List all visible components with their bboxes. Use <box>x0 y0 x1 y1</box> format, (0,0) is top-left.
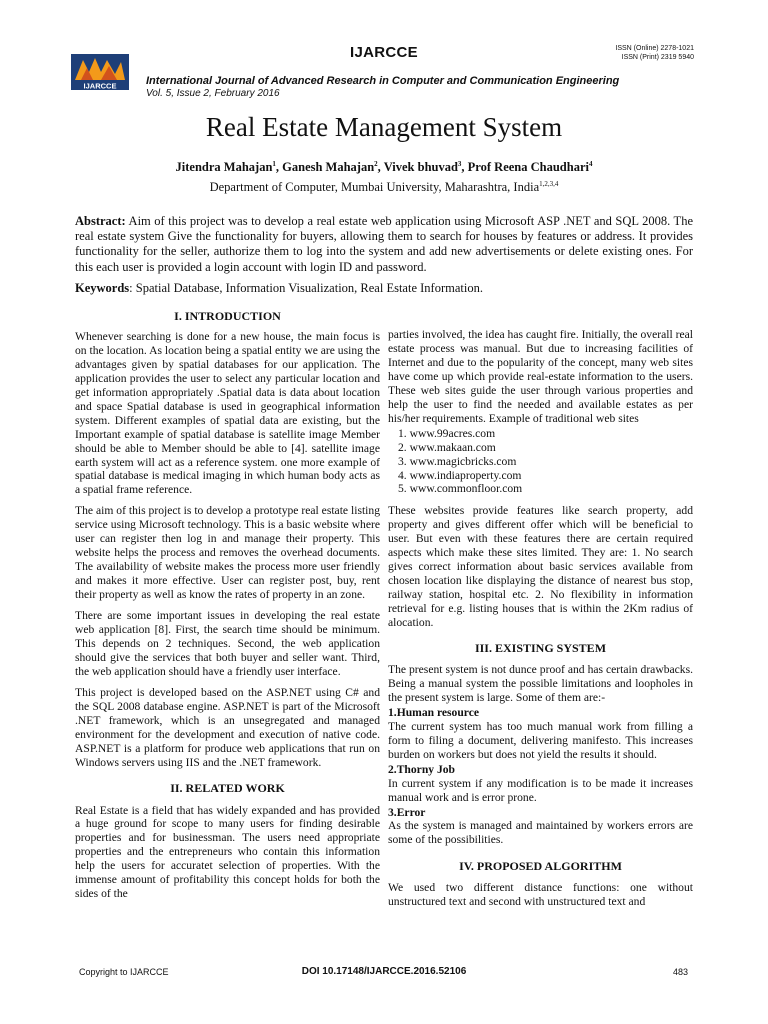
related-paragraph-3: These websites provide features like search property, add property and gives different offer which will be beneficial to user. But even with these features there are certain required aspects which make these sites limited. They are: 1. No search gives correct information about basic services available from chosen location like displaying the distance of nearest bus stop, railway station, hospital etc. 2. No flexibility in information retrieval for e.g. listing houses that is within the 2Km radius of alocation. <box>388 504 693 630</box>
website-list <box>388 427 693 497</box>
related-paragraph-1: Real Estate is a field that has widely expanded and has provided a huge ground for scope to many users for finding desirable properties and for businessman. The users need appropriate properties and the entrepreneurs who contain this information help the users for accuratet selection of properties. With the immense amount of profitability this concept holds for both the sides of the <box>75 803 380 901</box>
section-heading-introduction: I. INTRODUCTION <box>174 309 281 323</box>
author-1-sup: 1 <box>272 159 276 168</box>
journal-full-name: International Journal of Advanced Research in Computer and Communication Engineering <box>146 75 620 87</box>
abstract <box>75 214 693 275</box>
author-3: Vivek bhuvad <box>383 160 458 174</box>
existing-paragraph-1: The present system is not dunce proof and has certain drawbacks. Being a manual system the possible limitations and loopholes in the present system is large. Some of them are:- <box>388 662 693 704</box>
affiliation <box>0 180 768 195</box>
issn-print: ISSN (Print) 2319 5940 <box>621 54 694 61</box>
footer-doi: DOI 10.17148/IJARCCE.2016.52106 <box>301 966 467 977</box>
affiliation-text: Department of Computer, Mumbai University, Maharashtra, India <box>209 180 540 194</box>
section-heading-related-work: II. RELATED WORK <box>170 780 285 795</box>
left-column <box>75 310 380 908</box>
thorny-job-text: In current system if any modification is to be made it increases manual work and is error prone. <box>388 776 693 804</box>
section-heading-existing-system: III. EXISTING SYSTEM <box>474 641 607 656</box>
section-heading-proposed-algorithm: IV. PROPOSED ALGORITHM <box>459 859 622 874</box>
abstract-text: Aim of this project was to develop a real estate web application using Microsoft ASP .NET and SQL 2008. The real estate system Give the functionality for buyers, allowing them to search for houses by features or address. It provides functionality for the seller, authorize them to log into the system and add new advertisements or delete existing ones. For this each user is provided a login account with login ID and password. <box>75 214 693 274</box>
keywords-label: Keywords <box>75 281 130 295</box>
related-paragraph-2: parties involved, the idea has caught fire. Initially, the overall real estate process was manual. But due to increasing facilities of Internet and due to the popularity of the concept, many web sites have come up which provide real-estate information to the users. These web sites guide the user through various properties and help the user to find the needed and available estates as per his/her requirements. Example of traditional web sites <box>388 328 693 425</box>
error-text: As the system is managed and maintained by workers errors are some of the possibilities. <box>388 819 693 847</box>
footer-page-number: 483 <box>672 967 688 977</box>
author-sep: , <box>275 160 283 174</box>
volume-info: Vol. 5, Issue 2, February 2016 <box>146 88 280 99</box>
author-list <box>0 160 768 175</box>
website-item: 5. www.commonfloor.com <box>398 482 523 496</box>
subheading-error: 3.Error <box>388 805 426 819</box>
intro-paragraph-1: Whenever searching is done for a new house, the main focus is on the location. As location being a spatial entity we are using the advantages given by spatial databases for our application. The application provides the user to select any particular location and get information appropriately .Spatial data is data about location and space Spatial database is used in geographical information system. Different examples of spatial data are existing, but the Important example of spatial database is satellite image Member should be able to Member should be able to [4]. satellite image earth system will act as a reference system. one more example of spatial database is medical imaging in which human body acts as a spatial frame reference. <box>75 329 380 497</box>
issn-online: ISSN (Online) 2278-1021 <box>615 45 694 52</box>
author-1: Jitendra Mahajan <box>175 160 273 174</box>
author-3-sup: 3 <box>457 159 462 168</box>
logo-text: IJARCCE <box>83 81 117 90</box>
author-4-sup: 4 <box>588 159 593 168</box>
footer-copyright: Copyright to IJARCCE <box>79 967 169 977</box>
journal-logo <box>71 54 129 90</box>
website-item: 3. www.magicbricks.com <box>398 454 517 468</box>
author-4: Prof Reena Chaudhari <box>467 160 589 174</box>
issn-block <box>615 44 694 62</box>
author-sep: , <box>461 160 468 174</box>
intro-paragraph-4: This project is developed based on the ASP.NET using C# and the SQL 2008 database engine. ASP.NET is part of the Microsoft .NET framework, which is an unsegregated and managed environment for the development and execution of native code. ASP.NET is a platform for produce web applications that run on Windows servers using IIS and the .NET framework. <box>75 685 380 769</box>
affiliation-sup: 1,2,3,4 <box>539 179 559 188</box>
intro-paragraph-2: The aim of this project is to develop a prototype real estate listing service using Microsoft technology. This is a basic website where user can register then log in and manage their property. This website helps the process and removes the overhead documents. The availability of website makes the process more user friendly and makes it more effective. User can register post, buy, rent their property as well as know the rates of property in an zone. <box>75 504 380 602</box>
keywords-text: : Spatial Database, Information Visualization, Real Estate Information. <box>129 281 483 295</box>
intro-paragraph-3: There are some important issues in developing the real estate web application [8]. First, the search time should be minimum. This depends on 2 techniques. Second, the web application should give the services that both buyer and seller want. Third, the web application should have a friendly user interface. <box>75 609 380 678</box>
human-resource-text: The current system has too much manual work from filling a form to filing a document, delivering manifesto. This increases burden on workers but does not yield the results it should. <box>388 719 693 761</box>
proposed-paragraph-1: We used two different distance functions: one without unstructured text and second with unstructured text and <box>388 881 693 909</box>
keywords <box>75 281 693 296</box>
author-2: Ganesh Mahajan <box>282 160 375 174</box>
author-2-sup: 2 <box>374 159 378 168</box>
subheading-human-resource: 1.Human resource <box>388 705 480 719</box>
website-item: 1. www.99acres.com <box>398 426 496 440</box>
right-column <box>388 328 693 916</box>
abstract-label: Abstract: <box>75 214 126 228</box>
subheading-thorny-job: 2.Thorny Job <box>388 762 456 776</box>
author-sep: , <box>377 160 384 174</box>
paper-title: Real Estate Management System <box>205 112 563 142</box>
website-item: 4. www.indiaproperty.com <box>398 468 522 482</box>
website-item: 2. www.makaan.com <box>398 440 496 454</box>
header-journal-short: IJARCCE <box>350 44 418 61</box>
